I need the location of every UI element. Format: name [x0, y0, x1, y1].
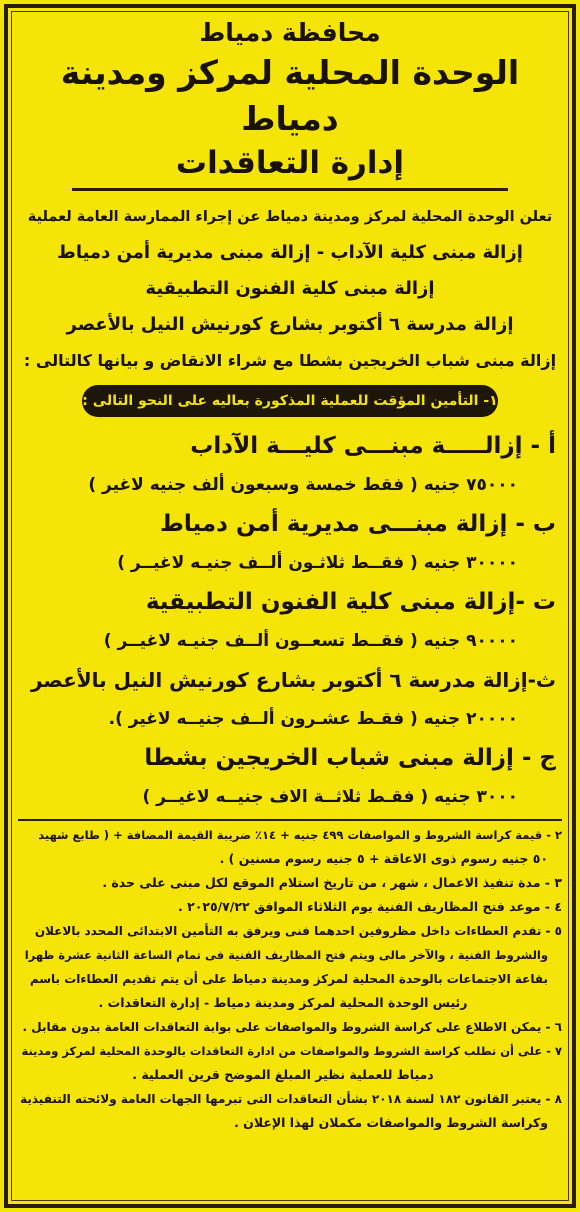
item-amount: ٣٠٠٠ جنيه ( فقـط ثلاثــة الاف جنيــه لاغيــر ): [142, 787, 518, 807]
note-line: ٥ - تقدم العطاءات داخل مظروفين احدهما فنى ويرفق به التأمين الابتدائى المحدد بالاعلان: [34, 924, 562, 938]
note-line: ٧ - على أن تطلب كراسة الشروط والمواصفات من ادارة التعاقدات بالوحدة المحلية لمركز ومدينة: [21, 1044, 562, 1058]
insurance-banner: ١- التأمين المؤقت للعملية المذكورة بعاليه على النحو التالى :: [82, 385, 498, 417]
notes-list: [12, 823, 568, 1135]
note-line: ٤ - موعد فتح المظاريف الفنية يوم الثلاثاء الموافق ٢٠٢٥/٧/٢٢ .: [177, 899, 562, 914]
note-line: ٥٠ جنيه رسوم ذوى الاعاقة + ٥ جنيه رسوم مسنين ) .: [219, 851, 548, 866]
note-line: بقاعة الاجتماعات بالوحدة المحلية لمركز ومدينة دمياط على أن يتم تقديم العطاءات باسم: [29, 972, 548, 986]
list-item: [22, 659, 558, 737]
item-title: ج - إزالة مبنى شباب الخريجين بشطا: [144, 745, 556, 771]
note-line: ٢ - قيمة كراسة الشروط و المواصفات ٤٩٩ جنيه + ١٤٪ ضريبة القيمة المضافة + ( طابع شهيد: [38, 828, 562, 842]
intro-line: تعلن الوحدة المحلية لمركز ومدينة دمياط عن إجراء الممارسة العامة لعملية: [27, 209, 553, 225]
item-title: ت -إزالة مبنى كلية الفنون التطبيقية: [145, 589, 556, 615]
note-line: والشروط الفنية ، والآخر مالى ويتم فتح المظاريف الفنية فى تمام الساعة الثانية عشرة ظهرا: [24, 948, 548, 962]
department-title: إدارة التعاقدات: [72, 142, 508, 191]
item-amount: ٧٥٠٠٠ جنيه ( فقط خمسة وسبعون ألف جنيه لاغير ): [88, 475, 518, 495]
local-unit-title: الوحدة المحلية لمركز ومدينة دمياط: [60, 53, 520, 138]
intro-paragraph: [12, 191, 568, 379]
note-line: ٨ - يعتبر القانون ١٨٢ لسنة ٢٠١٨ بشأن التعاقدات التى تبرمها الجهات العامة ولائحته التنفيذية: [20, 1092, 562, 1106]
item-amount: ٣٠٠٠٠ جنيه ( فقــط ثلاثـون ألــف جنيـه لاغيــر ): [117, 553, 518, 573]
intro-line: إزالة مبنى شباب الخريجين بشطا مع شراء الانقاض و بيانها كالتالى :: [23, 351, 557, 370]
note-line: دمياط للعملية نظير المبلغ الموضح قرين العملية .: [132, 1067, 434, 1082]
note-line: رئيس الوحدة المحلية لمركز ومدينة دمياط - إدارة التعاقدات .: [98, 995, 468, 1010]
header: [12, 12, 568, 191]
item-title: أ - إزالـــــة مبنـــى كليـــة الآداب: [190, 433, 556, 459]
items-list: [12, 421, 568, 815]
note-line: وكراسة الشروط والمواصفات مكملان لهذا الإعلان .: [234, 1115, 548, 1130]
governorate-title: محافظة دمياط: [199, 18, 381, 47]
note-line: ٦ - يمكن الاطلاع على كراسة الشروط والمواصفات على بوابة التعاقدات العامة بدون مقابل .: [22, 1020, 562, 1034]
intro-line: إزالة مدرسة ٦ أكتوبر بشارع كورنيش النيل بالأعصر: [66, 314, 514, 335]
list-item: [22, 503, 558, 581]
list-item: [22, 425, 558, 503]
intro-line: إزالة مبنى كلية الفنون التطبيقية: [145, 278, 435, 299]
list-item: [22, 737, 558, 815]
list-item: [22, 581, 558, 659]
item-title: ب - إزالة مبنـــى مديرية أمن دمياط: [160, 511, 556, 537]
item-amount: ٩٠٠٠٠ جنيه ( فقــط تسعــون ألــف جنيـه لاغيــر ): [103, 631, 518, 651]
announcement-inner-border: [11, 11, 569, 1201]
intro-line: إزالة مبنى كلية الآداب - إزالة مبنى مديرية أمن دمياط: [57, 242, 523, 263]
announcement-frame: [4, 4, 576, 1208]
note-line: ٣ - مدة تنفيذ الاعمال ، شهر ، من تاريخ استلام الموقع لكل مبنى على حدة .: [102, 875, 562, 890]
item-amount: ٢٠٠٠٠ جنيه ( فقـط عشـرون ألــف جنيــه لاغير ).: [108, 709, 518, 729]
section-divider: [18, 819, 562, 821]
item-title: ث-إزالة مدرسة ٦ أكتوبر بشارع كورنيش النيل بالأعصر: [30, 668, 556, 692]
